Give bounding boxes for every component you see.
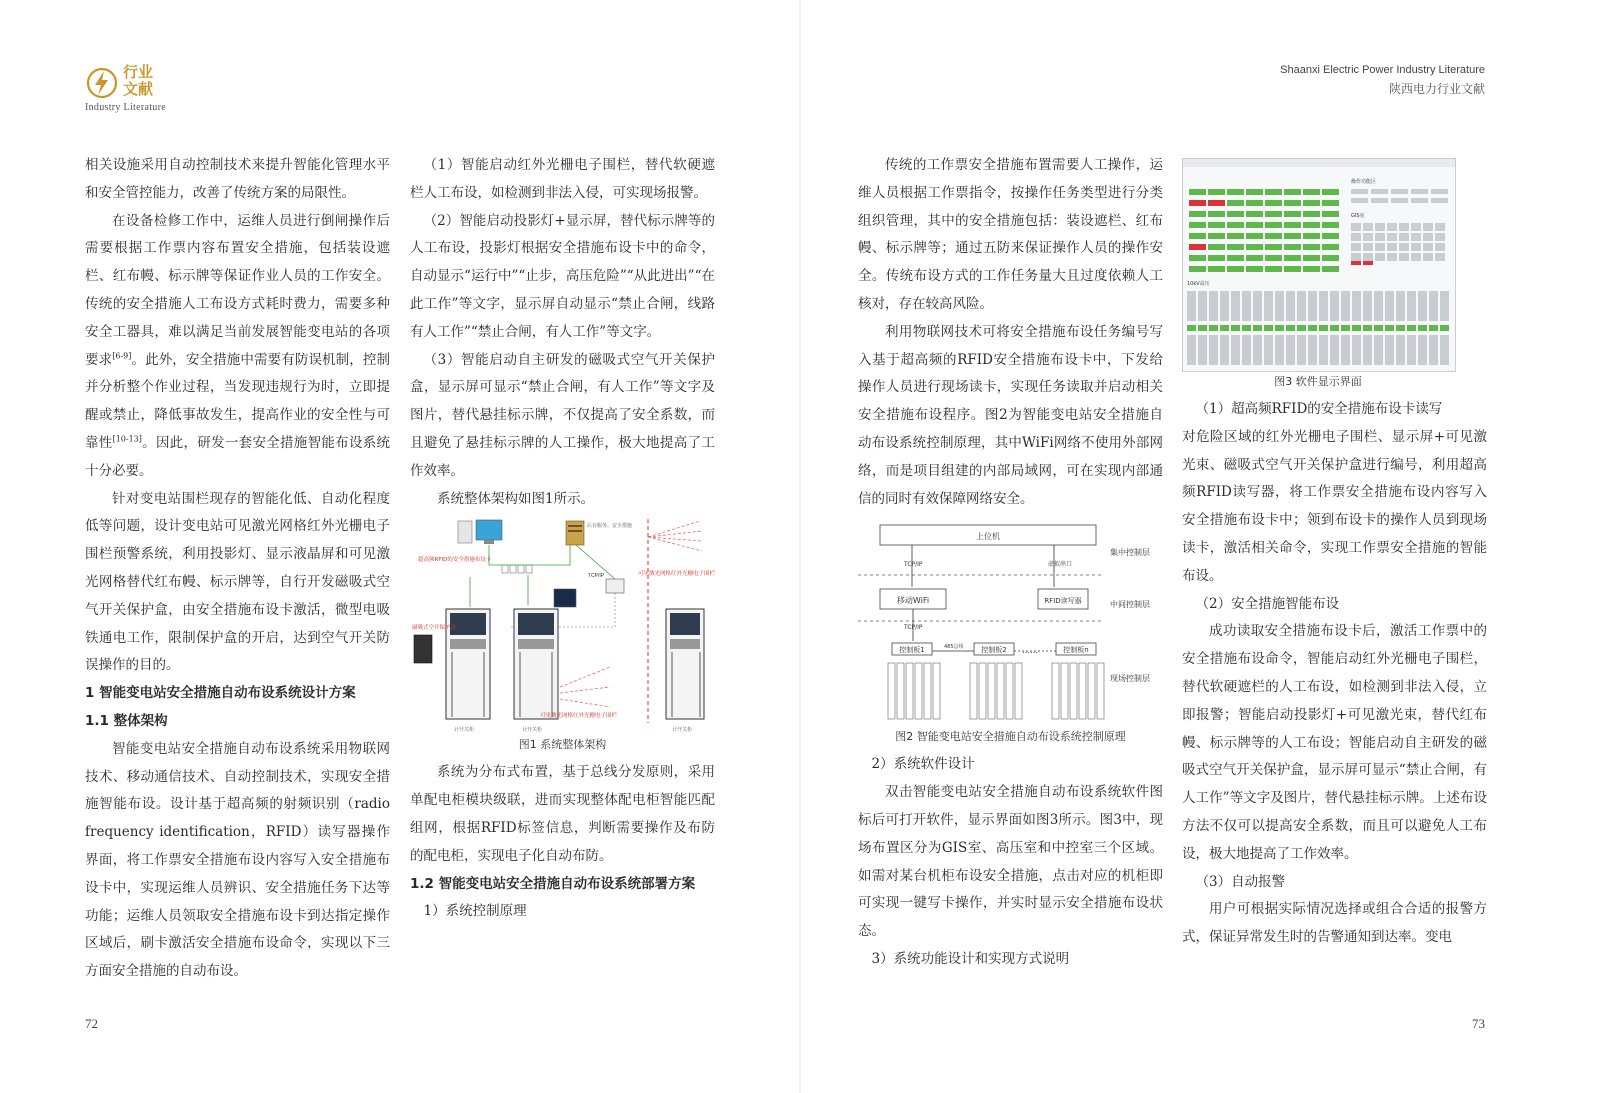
cabinet-cell bbox=[1363, 325, 1372, 331]
cabinet-cell bbox=[1322, 200, 1339, 206]
logo-subtitle: Industry Literature bbox=[85, 102, 166, 113]
layer-label: 中间控制层 bbox=[1110, 600, 1150, 610]
logo-text: 行业 文献 bbox=[123, 63, 154, 98]
cabinet-cell bbox=[1341, 291, 1350, 321]
cabinet-cell bbox=[1363, 335, 1372, 365]
paragraph: 用户可根据实际情况选择或组合合适的报警方式，保证异常发生时的告警通知到达率。变电 bbox=[1182, 901, 1487, 946]
journal-name-cn: 陕西电力行业文献 bbox=[1388, 82, 1485, 96]
cabinet-cell bbox=[1435, 223, 1445, 231]
cabinet-cell bbox=[1246, 244, 1263, 250]
cabinet-cell bbox=[1352, 325, 1361, 331]
cabinet-cell bbox=[1208, 189, 1225, 195]
cabinet-cell bbox=[1423, 253, 1433, 261]
paragraph: 传统的工作票安全措施布置需要人工操作，运维人员根据工作票指令，按操作任务类型进行分类组织管理，其中的安全措施包括：装设遮栏、红布幔、标示牌等；通过五防来保证操作人员的操作安全。传统布设方式的工作任务量大且过度依赖人工核对，存在较高风险。 bbox=[858, 157, 1163, 312]
cabinet-cell bbox=[1418, 335, 1427, 365]
label-virtual-serial: 虚拟串口 bbox=[1048, 561, 1073, 569]
cabinet-cell bbox=[1418, 325, 1427, 331]
cabinet-cell bbox=[1246, 222, 1263, 228]
cabinet-cell bbox=[1297, 291, 1306, 321]
cabinet-cell bbox=[1396, 335, 1405, 365]
label-rfid-card: 超高频RFID的安全措施布设卡 bbox=[418, 557, 492, 564]
cabinet-cell bbox=[1265, 255, 1282, 261]
cabinet-cell bbox=[1189, 189, 1206, 195]
cabinet-cell bbox=[1411, 198, 1428, 203]
cabinet-cell bbox=[1227, 211, 1244, 217]
cabinet-cell bbox=[1246, 211, 1263, 217]
journal-logo bbox=[85, 64, 235, 120]
cabinet-cell bbox=[1220, 291, 1229, 321]
cabinet-cell bbox=[1265, 222, 1282, 228]
cabinet-cell bbox=[1435, 253, 1445, 261]
paragraph: 系统为分布式布置，基于总线分发原则，采用单配电柜模块级联，进而实现整体配电柜智能匹配组网，根据RFID标签信息，判断需要操作及布防的配电柜，实现电子化自动布防。 bbox=[410, 764, 715, 864]
ellipsis: …… bbox=[1022, 646, 1038, 656]
cabinet-cell bbox=[1208, 200, 1225, 206]
cabinet-cell bbox=[1308, 291, 1317, 321]
cabinet-cell bbox=[1363, 261, 1373, 265]
control-principle-diagram bbox=[858, 517, 1163, 727]
cabinet-cell bbox=[1303, 200, 1320, 206]
cabinet-cell bbox=[1253, 325, 1262, 331]
cabinet-cell bbox=[1399, 233, 1409, 241]
cabinet-cell bbox=[1374, 335, 1383, 365]
cabinet-cell bbox=[1375, 243, 1385, 251]
cabinet-cell bbox=[1371, 198, 1388, 203]
cabinet-cell bbox=[1220, 325, 1229, 331]
cabinet-cell bbox=[1246, 200, 1263, 206]
cabinet-cell bbox=[1351, 261, 1361, 265]
svg-text:控制板2: 控制板2 bbox=[981, 646, 1007, 655]
cabinet-cell bbox=[1351, 189, 1368, 194]
svg-text:控制板n: 控制板n bbox=[1063, 646, 1089, 655]
column-1 bbox=[85, 152, 390, 986]
cabinet-cell bbox=[1284, 189, 1301, 195]
cabinet-cell bbox=[1341, 335, 1350, 365]
lightning-icon bbox=[85, 66, 119, 100]
node-wifi: 移动WiFi bbox=[896, 596, 930, 606]
column-2 bbox=[410, 152, 715, 926]
cabinet-cell bbox=[1363, 291, 1372, 321]
label-laser-bottom: 可见激光网格红外光栅电子围栏 bbox=[540, 713, 618, 720]
node-rfid: RFID读写器 bbox=[1044, 597, 1082, 606]
cabinet-cell bbox=[1303, 211, 1320, 217]
cabinet-cell bbox=[1303, 222, 1320, 228]
cabinet-cell bbox=[1286, 335, 1295, 365]
cabinet-cell bbox=[1286, 325, 1295, 331]
cabinet-cell bbox=[1440, 335, 1449, 365]
layer-label: 集中控制层 bbox=[1110, 548, 1150, 558]
label-tcp: TCP/IP bbox=[904, 624, 923, 632]
label-cabinet: 计开关柜 bbox=[522, 727, 543, 734]
cabinet-cell bbox=[1264, 325, 1273, 331]
cabinet-cell bbox=[1198, 291, 1207, 321]
cabinet-cell bbox=[1352, 335, 1361, 365]
cabinet-cell bbox=[1189, 233, 1206, 239]
cabinet-cell bbox=[1387, 223, 1397, 231]
cabinet-cell bbox=[1209, 335, 1218, 365]
cabinet-cell bbox=[1363, 253, 1373, 261]
paragraph: 针对变电站围栏现存的智能化低、自动化程度低等问题，设计变电站可见激光网格红外光栅电子围栏预警系统，利用投影灯、显示液晶屏和可见激光网格替代红布幔、标示牌等，自行开发磁吸式空气开关保护盒，由安全措施布设卡激活，微型电吸铁通电工作，限制保护盒的开启，达到空气开关防误操作的目的。 bbox=[85, 490, 390, 674]
software-ui-screenshot bbox=[1182, 158, 1456, 372]
node-host: 上位机 bbox=[976, 532, 1000, 542]
cabinet-cell bbox=[1208, 222, 1225, 228]
cabinet-cell bbox=[1227, 266, 1244, 272]
cabinet-cell bbox=[1363, 233, 1373, 241]
cabinet-cell bbox=[1363, 223, 1373, 231]
cabinet-cell bbox=[1387, 233, 1397, 241]
cabinet-cell bbox=[1189, 222, 1206, 228]
cabinet-cell bbox=[1375, 223, 1385, 231]
label-gis: GIS室 bbox=[1351, 213, 1365, 219]
cabinet-cell bbox=[1198, 325, 1207, 331]
switch-cabinet bbox=[514, 609, 558, 719]
label-cabinet: 计开关柜 bbox=[454, 727, 475, 734]
cabinet-cell bbox=[1242, 325, 1251, 331]
label-bus: 485总线 bbox=[944, 644, 964, 651]
cabinet-cell bbox=[1351, 253, 1361, 261]
cabinet-cell bbox=[1253, 291, 1262, 321]
cabinet-cell bbox=[1407, 325, 1416, 331]
control-board-n bbox=[1052, 643, 1104, 719]
cabinet-cell bbox=[1208, 255, 1225, 261]
cabinet-cell bbox=[1284, 233, 1301, 239]
list-item: （2）智能启动投影灯+显示屏，替代标示牌等的人工布设，投影灯根据安全措施布设卡中的命令，自动显示“运行中”“止步，高压危险”“从此进出”“在此工作”等文字，显示屏自动显示“禁止合闸，线路有人工作”“禁止合闸，有人工作”等文字。 bbox=[410, 212, 715, 340]
cabinet-cell bbox=[1429, 335, 1438, 365]
cabinet-cell bbox=[1322, 211, 1339, 217]
cabinet-cell bbox=[1209, 291, 1218, 321]
list-item: （2）安全措施智能布设 bbox=[1195, 595, 1340, 612]
cabinet-cell bbox=[1275, 291, 1284, 321]
journal-name-en: Shaanxi Electric Power Industry Literature bbox=[1280, 64, 1485, 76]
cabinet-cell bbox=[1440, 291, 1449, 321]
cabinet-cell bbox=[1208, 233, 1225, 239]
cabinet-cell bbox=[1423, 233, 1433, 241]
cabinet-cell bbox=[1385, 335, 1394, 365]
cabinet-cell bbox=[1387, 253, 1397, 261]
cabinet-cell bbox=[1187, 335, 1196, 365]
cabinet-cell bbox=[1265, 244, 1282, 250]
list-item: 2）系统软件设计 bbox=[871, 756, 975, 773]
cabinet-cell bbox=[1208, 244, 1225, 250]
label-magnetic-box: 磁吸式空开保护盒 bbox=[412, 625, 457, 632]
cabinet-cell bbox=[1351, 233, 1361, 241]
cabinet-cell bbox=[1330, 335, 1339, 365]
cabinet-cell bbox=[1319, 335, 1328, 365]
cabinet-cell bbox=[1341, 325, 1350, 331]
cabinet-cell bbox=[1411, 189, 1428, 194]
cabinet-cell bbox=[1319, 325, 1328, 331]
cabinet-cell bbox=[1265, 200, 1282, 206]
label-server: 后台服务、安全措施 bbox=[587, 523, 633, 530]
cabinet-cell bbox=[1284, 222, 1301, 228]
cabinet-cell bbox=[1227, 244, 1244, 250]
cabinet-cell bbox=[1187, 325, 1196, 331]
figure-2 bbox=[858, 517, 1163, 747]
cabinet-cell bbox=[1423, 243, 1433, 251]
paragraph: 智能变电站安全措施自动布设系统采用物联网技术、移动通信技术、自动控制技术，实现安全措施智能布设。设计基于超高频的射频识别（radio frequency identification，RFID）读写器操作界面，将工作票安全措施布设内容写入安全措施布设卡中，实现运维人员辨识、安全措施任务下达等功能；运维人员领取安全措施布设卡到达指定操作区域后，刷卡激活安全措施布设命令，实现以下三方面安全措施的自动布设。 bbox=[85, 740, 390, 980]
cabinet-cell bbox=[1322, 266, 1339, 272]
layer-label: 现场控制层 bbox=[1110, 674, 1150, 684]
cabinet-cell bbox=[1297, 335, 1306, 365]
cabinet-cell bbox=[1227, 200, 1244, 206]
cabinet-cell bbox=[1411, 253, 1421, 261]
list-item: （3）智能启动自主研发的磁吸式空气开关保护盒，显示屏可显示“禁止合闸，有人工作”等文字及图片，替代悬挂标示牌，不仅提高了安全系数，而且避免了悬挂标示牌的人工操作，极大地提高了工作效率。 bbox=[410, 351, 715, 479]
cabinet-cell bbox=[1242, 335, 1251, 365]
cabinet-cell bbox=[1363, 243, 1373, 251]
cabinet-cell bbox=[1208, 211, 1225, 217]
cabinet-cell bbox=[1227, 255, 1244, 261]
cabinet-cell bbox=[1227, 222, 1244, 228]
cabinet-cell bbox=[1265, 233, 1282, 239]
cabinet-cell bbox=[1330, 325, 1339, 331]
cabinet-cell bbox=[1189, 211, 1206, 217]
cabinet-cell bbox=[1435, 243, 1445, 251]
cabinet-cell bbox=[1303, 255, 1320, 261]
label-laser-top: 可见激光网格红外光栅电子围栏 bbox=[638, 571, 715, 578]
page-right bbox=[800, 0, 1600, 1093]
page-number: 73 bbox=[1472, 1016, 1485, 1031]
label-tcp: TCP/IP bbox=[904, 561, 923, 569]
figure-1 bbox=[410, 517, 715, 755]
cabinet-cell bbox=[1418, 291, 1427, 321]
control-board-1 bbox=[888, 643, 940, 719]
cabinet-cell bbox=[1297, 325, 1306, 331]
column-4 bbox=[1182, 158, 1487, 952]
cabinet-cell bbox=[1407, 335, 1416, 365]
figure-caption: 图3 软件显示界面 bbox=[1274, 375, 1362, 388]
cabinet-cell bbox=[1374, 291, 1383, 321]
cabinet-cell bbox=[1429, 325, 1438, 331]
cabinet-cell bbox=[1284, 200, 1301, 206]
cabinet-cell bbox=[1308, 335, 1317, 365]
cabinet-cell bbox=[1431, 198, 1448, 203]
cabinet-cell bbox=[1246, 266, 1263, 272]
label-cabinet: 计开关柜 bbox=[672, 727, 693, 734]
cabinet-cell bbox=[1227, 233, 1244, 239]
cabinet-cell bbox=[1265, 189, 1282, 195]
cabinet-cell bbox=[1303, 189, 1320, 195]
cabinet-cell bbox=[1286, 291, 1295, 321]
cabinet-cell bbox=[1303, 266, 1320, 272]
cabinet-cell bbox=[1227, 189, 1244, 195]
cabinet-cell bbox=[1264, 335, 1273, 365]
figure-caption: 图2 智能变电站安全措施自动布设系统控制原理 bbox=[895, 730, 1126, 744]
cabinet-cell bbox=[1375, 253, 1385, 261]
cabinet-cell bbox=[1308, 325, 1317, 331]
cabinet-cell bbox=[1246, 189, 1263, 195]
cabinet-cell bbox=[1284, 211, 1301, 217]
cabinet-cell bbox=[1189, 244, 1206, 250]
cabinet-cell bbox=[1284, 266, 1301, 272]
paragraph: 双击智能变电站安全措施自动布设系统软件图标后可打开软件，显示界面如图3所示。图3中，现场布置区分为GIS室、高压室和中控室三个区域。如需对某台机柜布设安全措施，点击对应的机柜即可实现一键写卡操作，并实时显示安全措施布设状态。 bbox=[858, 784, 1163, 940]
cabinet-cell bbox=[1385, 325, 1394, 331]
cabinet-cell bbox=[1264, 291, 1273, 321]
subsection-heading: 1.2 智能变电站安全措施自动布设系统部署方案 bbox=[410, 875, 696, 892]
cabinet-cell bbox=[1431, 189, 1448, 194]
subsection-heading: 1.1 整体架构 bbox=[85, 712, 168, 729]
switch-cabinet bbox=[666, 609, 704, 719]
cabinet-cell bbox=[1187, 291, 1196, 321]
cabinet-cell bbox=[1208, 266, 1225, 272]
cabinet-cell bbox=[1220, 335, 1229, 365]
cabinet-cell bbox=[1391, 189, 1408, 194]
cabinet-cell bbox=[1303, 244, 1320, 250]
panel-title: 操作功能区 bbox=[1351, 179, 1377, 185]
cabinet-cell bbox=[1198, 335, 1207, 365]
cabinet-cell bbox=[1330, 291, 1339, 321]
cabinet-cell bbox=[1275, 325, 1284, 331]
cabinet-cell bbox=[1322, 244, 1339, 250]
page-number: 72 bbox=[85, 1016, 98, 1031]
cabinet-cell bbox=[1189, 255, 1206, 261]
figure-caption: 图1 系统整体架构 bbox=[518, 738, 607, 752]
cabinet-cell bbox=[1231, 291, 1240, 321]
cabinet-cell bbox=[1209, 325, 1218, 331]
cabinet-cell bbox=[1429, 291, 1438, 321]
cabinet-cell bbox=[1411, 243, 1421, 251]
list-item: （1）智能启动红外光栅电子围栏，替代软硬遮栏人工布设，如检测到非法入侵，可实现场报警。 bbox=[410, 157, 715, 201]
cabinet-cell bbox=[1246, 255, 1263, 261]
cabinet-cell bbox=[1246, 233, 1263, 239]
label-tcp: TCP/IP bbox=[588, 573, 605, 580]
cabinet-cell bbox=[1396, 291, 1405, 321]
cabinet-cell bbox=[1189, 200, 1206, 206]
cabinet-cell bbox=[1399, 253, 1409, 261]
list-item: 1）系统控制原理 bbox=[423, 903, 527, 920]
cabinet-cell bbox=[1322, 222, 1339, 228]
running-header bbox=[1280, 64, 1485, 97]
cabinet-cell bbox=[1411, 233, 1421, 241]
system-architecture-diagram bbox=[410, 517, 715, 735]
cabinet-cell bbox=[1322, 189, 1339, 195]
cabinet-cell bbox=[1440, 325, 1449, 331]
list-item: 3）系统功能设计和实现方式说明 bbox=[871, 950, 1070, 967]
label-hv: 10kV高压 bbox=[1187, 281, 1210, 287]
cabinet-cell bbox=[1351, 198, 1368, 203]
paragraph: 成功读取安全措施布设卡后，激活工作票中的安全措施布设命令，智能启动红外光栅电子围栏，替代软硬遮栏的人工布设，如检测到非法入侵，立即报警；智能启动投影灯+可见激光束，替代红布幔、标示牌等的人工布设；智能启动自主研发的磁吸式空气开关保护盒，显示屏可显示“禁止合闸，有人工作”等文字及图片，替代悬挂标示牌。上述布设方法不仅可以提高安全系数，而且可以避免人工布设，极大地提高了工作效率。 bbox=[1182, 623, 1487, 862]
paragraph: 对危险区域的红外光栅电子围栏、显示屏+可见激光束、磁吸式空气开关保护盒进行编号，利用超高频RFID读写器，将工作票安全措施布设内容写入安全措施布设卡中；领到布设卡的操作人员到现场读卡，激活相关命令，实现工作票安全措施的智能布设。 bbox=[1182, 428, 1487, 584]
cabinet-cell bbox=[1411, 223, 1421, 231]
cabinet-cell bbox=[1303, 233, 1320, 239]
cabinet-cell bbox=[1351, 223, 1361, 231]
cabinet-cell bbox=[1352, 291, 1361, 321]
cabinet-cell bbox=[1385, 291, 1394, 321]
cabinet-cell bbox=[1319, 291, 1328, 321]
cabinet-cell bbox=[1242, 291, 1251, 321]
cabinet-cell bbox=[1322, 255, 1339, 261]
cabinet-cell bbox=[1423, 223, 1433, 231]
figure-3 bbox=[1182, 158, 1487, 392]
paragraph: 相关设施采用自动控制技术来提升智能化管理水平和安全管控能力，改善了传统方案的局限性。 bbox=[85, 157, 390, 201]
section-heading: 1 智能变电站安全措施自动布设系统设计方案 bbox=[85, 685, 356, 702]
cabinet-cell bbox=[1231, 325, 1240, 331]
cabinet-cell bbox=[1265, 211, 1282, 217]
list-item: （1）超高频RFID的安全措施布设卡读写 bbox=[1195, 401, 1443, 417]
cabinet-cell bbox=[1399, 243, 1409, 251]
cabinet-cell bbox=[1189, 266, 1206, 272]
cabinet-cell bbox=[1387, 243, 1397, 251]
cabinet-cell bbox=[1322, 233, 1339, 239]
column-3 bbox=[858, 152, 1163, 974]
cabinet-cell bbox=[1265, 266, 1282, 272]
cabinet-cell bbox=[1407, 291, 1416, 321]
cabinet-cell bbox=[1284, 255, 1301, 261]
cabinet-cell bbox=[1284, 244, 1301, 250]
cabinet-cell bbox=[1399, 223, 1409, 231]
cabinet-cell bbox=[1435, 233, 1445, 241]
cabinet-cell bbox=[1253, 335, 1262, 365]
paragraph: 利用物联网技术可将安全措施布设任务编号写入基于超高频的RFID安全措施布设卡中，下发给操作人员进行现场读卡，实现任务读取并启动相关安全措施布设程序。图2为智能变电站安全措施自动布设系统控制原理，其中WiFi网络不使用外部网络，而是项目组建的内部局域网，可在实现内部通信的同时有效保障网络安全。 bbox=[858, 323, 1163, 507]
paragraph: 在设备检修工作中，运维人员进行倒闸操作后需要根据工作票内容布置安全措施，包括装设遮栏、红布幔、标示牌等保证作业人员的工作安全。传统的安全措施人工布设方式耗时费力，需要多种安全工器具，难以满足当前发展智能变电站的各项要求[6-9]。此外，安全措施中需要有防误机制，控制并分析整个作业过程，当发现违规行为时，立即提醒或禁止，降低事故发生，提高作业的安全性与可靠性[10-13]。因此，研发一套安全措施智能布设系统十分必要。 bbox=[85, 212, 391, 479]
cabinet-cell bbox=[1351, 243, 1361, 251]
svg-text:控制板1: 控制板1 bbox=[899, 646, 925, 655]
paragraph: 系统整体架构如图1所示。 bbox=[437, 490, 595, 507]
cabinet-cell bbox=[1391, 198, 1408, 203]
cabinet-cell bbox=[1375, 233, 1385, 241]
cabinet-cell bbox=[1396, 325, 1405, 331]
cabinet-cell bbox=[1231, 335, 1240, 365]
control-board-2 bbox=[970, 643, 1022, 719]
list-item: （3）自动报警 bbox=[1195, 873, 1286, 890]
cabinet-cell bbox=[1371, 189, 1388, 194]
cabinet-cell bbox=[1275, 335, 1284, 365]
cabinet-cell bbox=[1374, 325, 1383, 331]
